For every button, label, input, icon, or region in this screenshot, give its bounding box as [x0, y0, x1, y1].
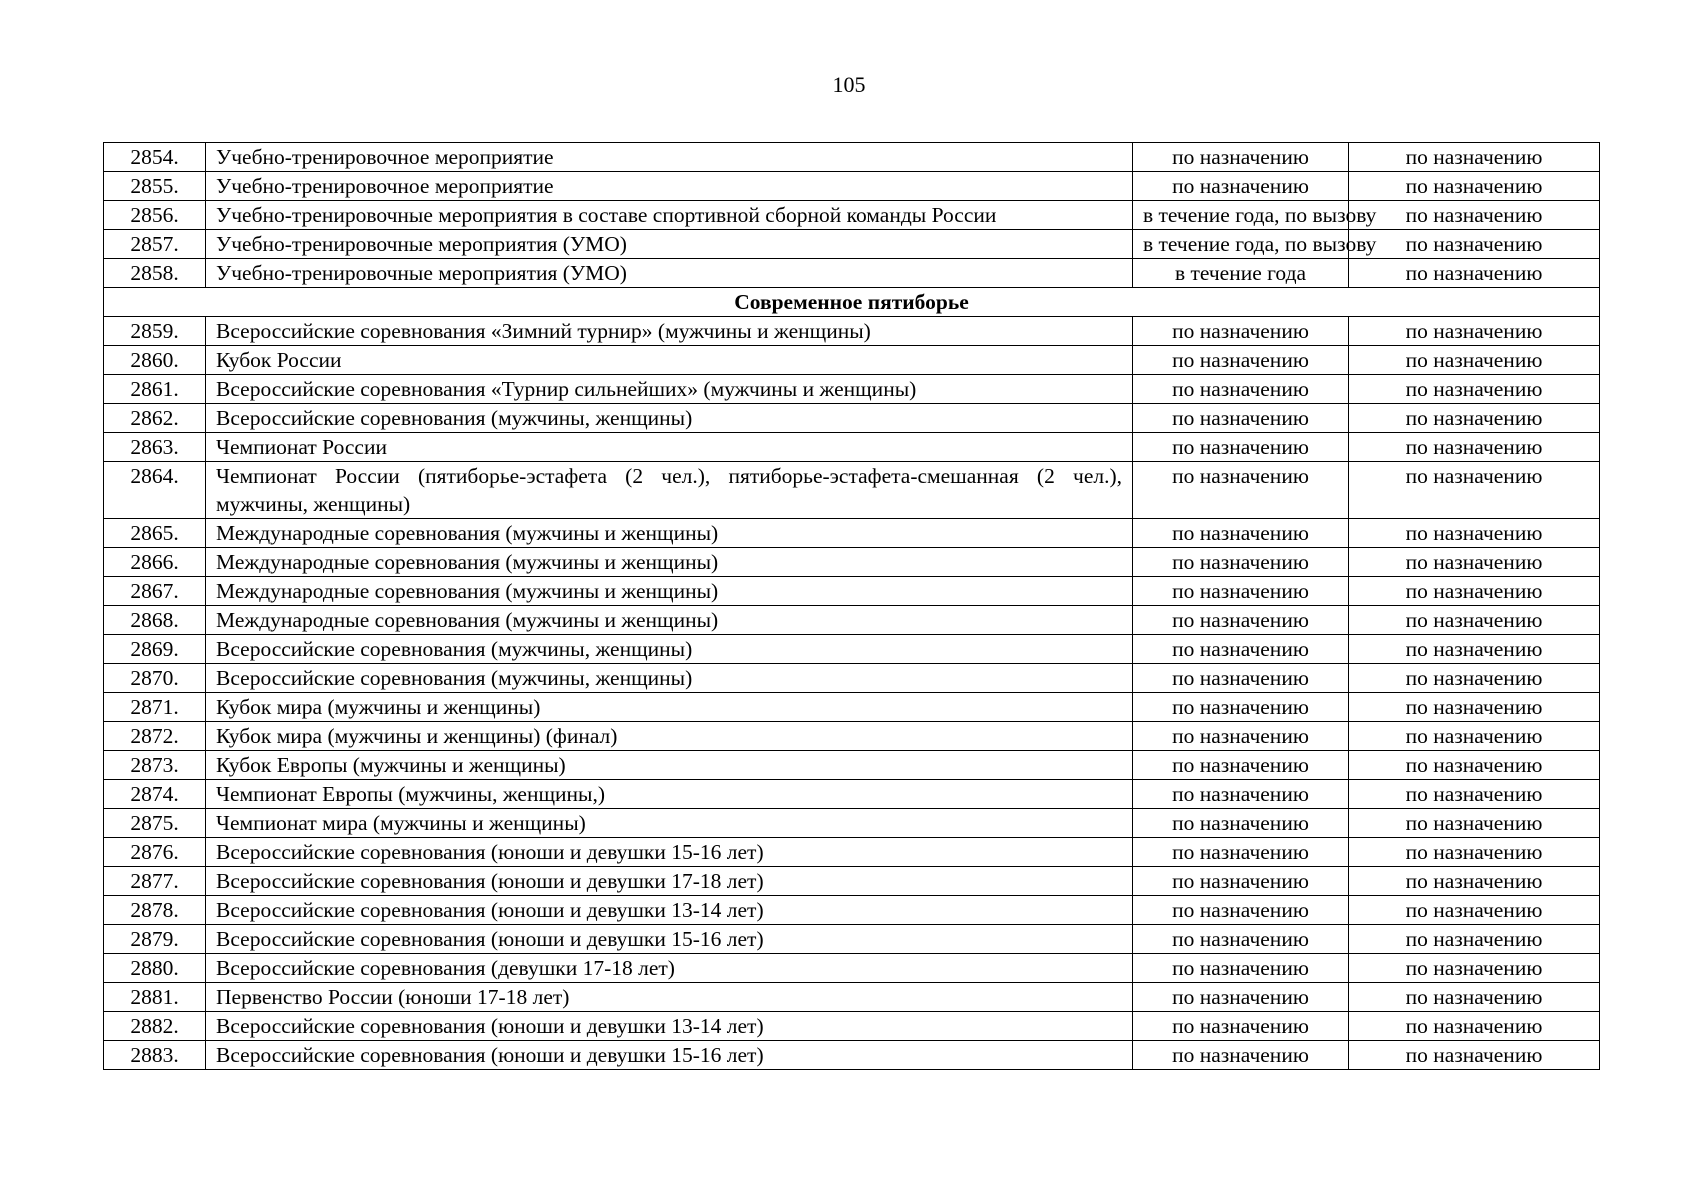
- event-place: по назначению: [1349, 606, 1600, 635]
- table-row: [104, 896, 1600, 925]
- row-number: 2866.: [104, 548, 206, 577]
- event-name: Кубок Европы (мужчины и женщины): [206, 751, 1133, 780]
- event-place: по назначению: [1349, 896, 1600, 925]
- row-number: 2881.: [104, 983, 206, 1012]
- event-place: по назначению: [1349, 780, 1600, 809]
- event-name: Всероссийские соревнования (мужчины, женщины): [206, 664, 1133, 693]
- event-place: по назначению: [1349, 722, 1600, 751]
- table-row: [104, 317, 1600, 346]
- event-name: Всероссийские соревнования (мужчины, женщины): [206, 635, 1133, 664]
- event-date: по назначению: [1133, 143, 1349, 172]
- table-row: [104, 751, 1600, 780]
- row-number: 2861.: [104, 375, 206, 404]
- table-row: [104, 404, 1600, 433]
- table-row: [104, 1012, 1600, 1041]
- event-date: по назначению: [1133, 577, 1349, 606]
- event-date: по назначению: [1133, 838, 1349, 867]
- table-row: [104, 809, 1600, 838]
- row-number: 2854.: [104, 143, 206, 172]
- row-number: 2868.: [104, 606, 206, 635]
- table-row: [104, 722, 1600, 751]
- table-row: [104, 519, 1600, 548]
- row-number: 2857.: [104, 230, 206, 259]
- row-number: 2863.: [104, 433, 206, 462]
- event-date: по назначению: [1133, 433, 1349, 462]
- event-date: по назначению: [1133, 722, 1349, 751]
- event-name: Чемпионат мира (мужчины и женщины): [206, 809, 1133, 838]
- table-row: [104, 606, 1600, 635]
- table-row: [104, 230, 1600, 259]
- row-number: 2874.: [104, 780, 206, 809]
- event-place: по назначению: [1349, 1012, 1600, 1041]
- event-date: по назначению: [1133, 751, 1349, 780]
- event-place: по назначению: [1349, 230, 1600, 259]
- event-name: Международные соревнования (мужчины и женщины): [206, 519, 1133, 548]
- event-date: в течение года, по вызову: [1133, 230, 1349, 259]
- event-name: Чемпионат России: [206, 433, 1133, 462]
- table-row: [104, 201, 1600, 230]
- row-number: 2869.: [104, 635, 206, 664]
- table-row: [104, 954, 1600, 983]
- event-date: по назначению: [1133, 317, 1349, 346]
- event-name: Учебно-тренировочные мероприятия (УМО): [206, 259, 1133, 288]
- event-name: Всероссийские соревнования «Зимний турнир» (мужчины и женщины): [206, 317, 1133, 346]
- event-name: Всероссийские соревнования (юноши и девушки 15-16 лет): [206, 1041, 1133, 1070]
- event-date: по назначению: [1133, 1041, 1349, 1070]
- event-name: Всероссийские соревнования (юноши и девушки 13-14 лет): [206, 896, 1133, 925]
- event-name: Всероссийские соревнования «Турнир сильнейших» (мужчины и женщины): [206, 375, 1133, 404]
- row-number: 2856.: [104, 201, 206, 230]
- event-date: по назначению: [1133, 462, 1349, 519]
- event-place: по назначению: [1349, 925, 1600, 954]
- event-place: по назначению: [1349, 404, 1600, 433]
- table-row: [104, 983, 1600, 1012]
- row-number: 2879.: [104, 925, 206, 954]
- event-name: Учебно-тренировочные мероприятия в составе спортивной сборной команды России: [206, 201, 1133, 230]
- table-row: [104, 462, 1600, 519]
- section-header-row: [104, 288, 1600, 317]
- row-number: 2877.: [104, 867, 206, 896]
- event-name: Международные соревнования (мужчины и женщины): [206, 548, 1133, 577]
- event-name: Кубок России: [206, 346, 1133, 375]
- row-number: 2867.: [104, 577, 206, 606]
- row-number: 2865.: [104, 519, 206, 548]
- event-place: по назначению: [1349, 693, 1600, 722]
- event-date: по назначению: [1133, 172, 1349, 201]
- event-date: по назначению: [1133, 896, 1349, 925]
- row-number: 2862.: [104, 404, 206, 433]
- event-date: по назначению: [1133, 548, 1349, 577]
- event-name: Кубок мира (мужчины и женщины): [206, 693, 1133, 722]
- event-place: по назначению: [1349, 433, 1600, 462]
- table-row: [104, 143, 1600, 172]
- table-row: [104, 577, 1600, 606]
- event-place: по назначению: [1349, 983, 1600, 1012]
- event-date: по назначению: [1133, 693, 1349, 722]
- row-number: 2870.: [104, 664, 206, 693]
- table-row: [104, 838, 1600, 867]
- events-table-body: [104, 143, 1600, 1070]
- event-name: Всероссийские соревнования (мужчины, женщины): [206, 404, 1133, 433]
- table-row: [104, 375, 1600, 404]
- event-date: по назначению: [1133, 635, 1349, 664]
- event-place: по назначению: [1349, 577, 1600, 606]
- event-place: по назначению: [1349, 809, 1600, 838]
- table-row: [104, 259, 1600, 288]
- event-name: Всероссийские соревнования (юноши и девушки 15-16 лет): [206, 925, 1133, 954]
- event-date: по назначению: [1133, 519, 1349, 548]
- event-date: по назначению: [1133, 780, 1349, 809]
- event-name: Учебно-тренировочное мероприятие: [206, 143, 1133, 172]
- event-date: по назначению: [1133, 867, 1349, 896]
- event-name: Международные соревнования (мужчины и женщины): [206, 577, 1133, 606]
- event-date: по назначению: [1133, 664, 1349, 693]
- event-place: по назначению: [1349, 548, 1600, 577]
- event-place: по назначению: [1349, 838, 1600, 867]
- event-place: по назначению: [1349, 462, 1600, 519]
- row-number: 2872.: [104, 722, 206, 751]
- table-row: [104, 780, 1600, 809]
- table-row: [104, 346, 1600, 375]
- section-title: Современное пятиборье: [104, 288, 1600, 317]
- table-row: [104, 635, 1600, 664]
- row-number: 2882.: [104, 1012, 206, 1041]
- event-place: по назначению: [1349, 664, 1600, 693]
- events-table: [103, 142, 1600, 1070]
- table-row: [104, 867, 1600, 896]
- row-number: 2871.: [104, 693, 206, 722]
- event-date: по назначению: [1133, 925, 1349, 954]
- event-date: в течение года: [1133, 259, 1349, 288]
- event-name: Чемпионат России (пятиборье-эстафета (2 чел.), пятиборье-эстафета-смешанная (2 чел.), мужчины, женщины): [206, 462, 1133, 519]
- event-place: по назначению: [1349, 346, 1600, 375]
- row-number: 2858.: [104, 259, 206, 288]
- table-row: [104, 925, 1600, 954]
- table-row: [104, 1041, 1600, 1070]
- table-row: [104, 172, 1600, 201]
- event-place: по назначению: [1349, 317, 1600, 346]
- event-place: по назначению: [1349, 1041, 1600, 1070]
- event-date: по назначению: [1133, 375, 1349, 404]
- event-date: по назначению: [1133, 954, 1349, 983]
- row-number: 2878.: [104, 896, 206, 925]
- event-date: по назначению: [1133, 1012, 1349, 1041]
- row-number: 2873.: [104, 751, 206, 780]
- event-date: по назначению: [1133, 404, 1349, 433]
- row-number: 2875.: [104, 809, 206, 838]
- row-number: 2880.: [104, 954, 206, 983]
- event-place: по назначению: [1349, 259, 1600, 288]
- event-name: Кубок мира (мужчины и женщины) (финал): [206, 722, 1133, 751]
- row-number: 2864.: [104, 462, 206, 519]
- event-name: Всероссийские соревнования (девушки 17-18 лет): [206, 954, 1133, 983]
- event-place: по назначению: [1349, 172, 1600, 201]
- event-name: Первенство России (юноши 17-18 лет): [206, 983, 1133, 1012]
- event-date: по назначению: [1133, 346, 1349, 375]
- event-name: Всероссийские соревнования (юноши и девушки 13-14 лет): [206, 1012, 1133, 1041]
- event-place: по назначению: [1349, 519, 1600, 548]
- event-place: по назначению: [1349, 751, 1600, 780]
- event-place: по назначению: [1349, 375, 1600, 404]
- event-name: Всероссийские соревнования (юноши и девушки 17-18 лет): [206, 867, 1133, 896]
- table-row: [104, 433, 1600, 462]
- row-number: 2855.: [104, 172, 206, 201]
- event-name: Международные соревнования (мужчины и женщины): [206, 606, 1133, 635]
- page-number: 105: [832, 72, 866, 97]
- event-place: по назначению: [1349, 143, 1600, 172]
- event-place: по назначению: [1349, 954, 1600, 983]
- event-date: в течение года, по вызову: [1133, 201, 1349, 230]
- event-name: Учебно-тренировочные мероприятия (УМО): [206, 230, 1133, 259]
- event-place: по назначению: [1349, 201, 1600, 230]
- row-number: 2860.: [104, 346, 206, 375]
- table-row: [104, 664, 1600, 693]
- event-name: Учебно-тренировочное мероприятие: [206, 172, 1133, 201]
- event-date: по назначению: [1133, 809, 1349, 838]
- row-number: 2859.: [104, 317, 206, 346]
- event-name: Чемпионат Европы (мужчины, женщины,): [206, 780, 1133, 809]
- row-number: 2883.: [104, 1041, 206, 1070]
- table-row: [104, 548, 1600, 577]
- event-place: по назначению: [1349, 635, 1600, 664]
- event-name: Всероссийские соревнования (юноши и девушки 15-16 лет): [206, 838, 1133, 867]
- row-number: 2876.: [104, 838, 206, 867]
- event-date: по назначению: [1133, 606, 1349, 635]
- event-place: по назначению: [1349, 867, 1600, 896]
- event-date: по назначению: [1133, 983, 1349, 1012]
- table-row: [104, 693, 1600, 722]
